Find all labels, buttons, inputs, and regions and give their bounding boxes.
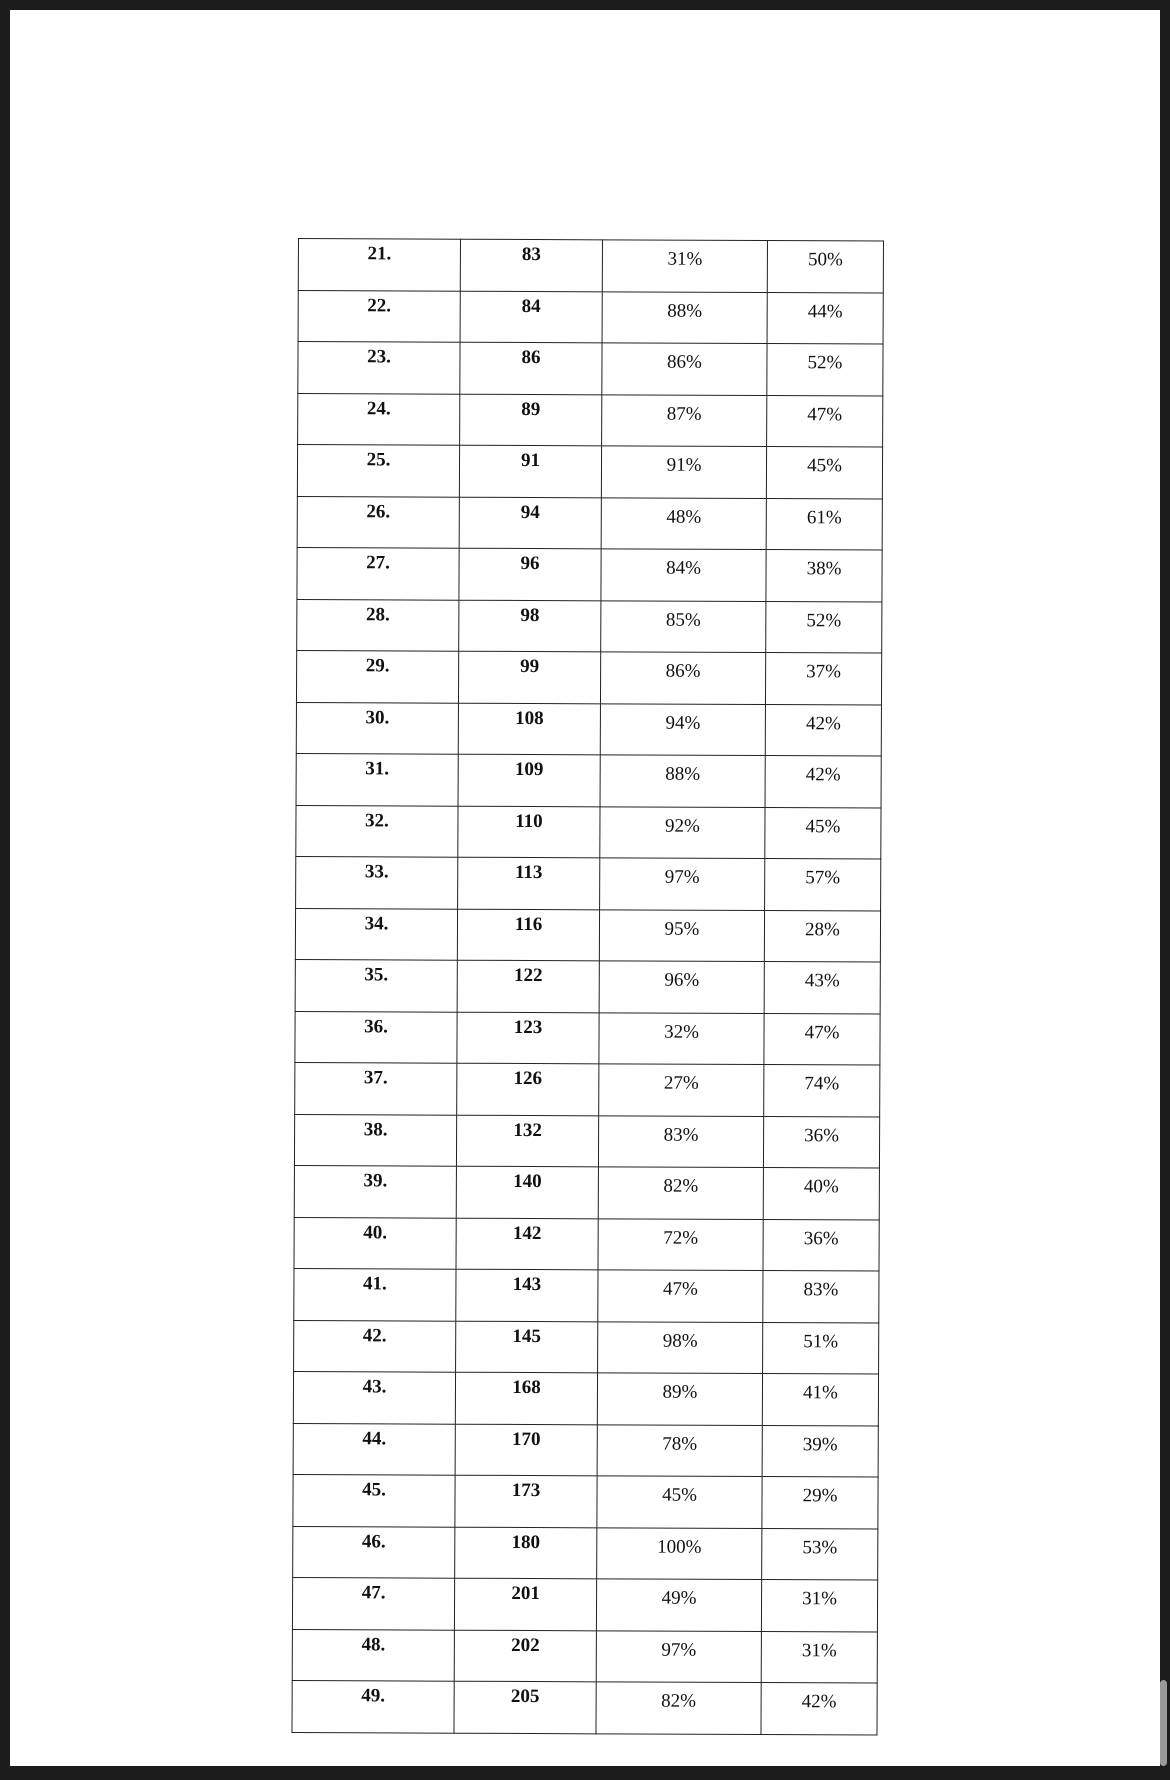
percent-2-cell: 36%	[763, 1219, 879, 1271]
table-row	[293, 1423, 878, 1477]
percent-1-cell: 47%	[598, 1270, 763, 1322]
row-number-cell: 40.	[294, 1217, 456, 1269]
percent-1-cell: 31%	[602, 240, 767, 292]
percent-2-cell: 31%	[761, 1580, 877, 1632]
percent-2-cell: 47%	[767, 395, 883, 447]
percent-1-cell: 27%	[599, 1064, 764, 1116]
percent-1-cell: 94%	[600, 703, 765, 755]
row-number-cell: 43.	[293, 1371, 455, 1423]
percent-2-cell: 50%	[767, 241, 883, 293]
table-row	[297, 547, 882, 601]
row-number-cell: 45.	[293, 1474, 455, 1526]
id-cell: 83	[460, 239, 602, 291]
row-number-cell: 42.	[294, 1320, 456, 1372]
percent-2-cell: 44%	[767, 292, 883, 344]
id-cell: 94	[459, 497, 601, 549]
percent-2-cell: 52%	[767, 344, 883, 396]
percent-1-cell: 97%	[596, 1630, 761, 1682]
table-row	[292, 1680, 877, 1734]
id-cell: 123	[457, 1012, 599, 1064]
row-number-cell: 44.	[293, 1423, 455, 1475]
row-number-cell: 32.	[296, 805, 458, 857]
percent-1-cell: 88%	[600, 755, 765, 807]
data-table	[291, 238, 884, 1735]
row-number-cell: 49.	[292, 1680, 454, 1732]
percent-1-cell: 72%	[598, 1218, 763, 1270]
row-number-cell: 48.	[292, 1629, 454, 1681]
percent-2-cell: 61%	[766, 498, 882, 550]
percent-2-cell: 43%	[764, 962, 880, 1014]
percent-2-cell: 42%	[765, 756, 881, 808]
row-number-cell: 29.	[296, 650, 458, 702]
row-number-cell: 34.	[295, 908, 457, 960]
percent-2-cell: 74%	[764, 1065, 880, 1117]
id-cell: 99	[458, 651, 600, 703]
id-cell: 116	[457, 909, 599, 961]
id-cell: 89	[460, 394, 602, 446]
percent-2-cell: 57%	[765, 859, 881, 911]
percent-1-cell: 84%	[601, 549, 766, 601]
table-row	[295, 908, 880, 962]
table-row	[294, 1320, 879, 1374]
id-cell: 145	[456, 1321, 598, 1373]
row-number-cell: 30.	[296, 702, 458, 754]
id-cell: 91	[459, 445, 601, 497]
row-number-cell: 36.	[295, 1011, 457, 1063]
document-page	[10, 10, 1160, 1766]
percent-2-cell: 45%	[765, 807, 881, 859]
percent-1-cell: 96%	[599, 961, 764, 1013]
id-cell: 126	[457, 1063, 599, 1115]
percent-1-cell: 100%	[597, 1527, 762, 1579]
percent-1-cell: 83%	[598, 1115, 763, 1167]
id-cell: 96	[459, 548, 601, 600]
percent-1-cell: 48%	[601, 497, 766, 549]
id-cell: 173	[455, 1475, 597, 1527]
table-row	[293, 1371, 878, 1425]
percent-1-cell: 87%	[602, 394, 767, 446]
percent-2-cell: 37%	[765, 653, 881, 705]
id-cell: 132	[456, 1115, 598, 1167]
row-number-cell: 22.	[298, 290, 460, 342]
id-cell: 180	[455, 1527, 597, 1579]
id-cell: 201	[454, 1578, 596, 1630]
percent-1-cell: 91%	[601, 446, 766, 498]
table-row	[298, 239, 883, 293]
row-number-cell: 35.	[295, 959, 457, 1011]
percent-2-cell: 83%	[763, 1271, 879, 1323]
row-number-cell: 23.	[298, 342, 460, 394]
row-number-cell: 25.	[297, 445, 459, 497]
table-row	[297, 599, 882, 653]
percent-2-cell: 29%	[762, 1477, 878, 1529]
table-row	[296, 805, 881, 859]
percent-1-cell: 97%	[600, 858, 765, 910]
percent-1-cell: 86%	[602, 343, 767, 395]
table-row	[293, 1526, 878, 1580]
table-row	[296, 650, 881, 704]
percent-2-cell: 42%	[765, 704, 881, 756]
percent-2-cell: 28%	[764, 910, 880, 962]
percent-2-cell: 53%	[762, 1528, 878, 1580]
table-row	[294, 1114, 879, 1168]
id-cell: 84	[460, 291, 602, 343]
table-row	[297, 496, 882, 550]
percent-1-cell: 32%	[599, 1012, 764, 1064]
percent-2-cell: 47%	[764, 1013, 880, 1065]
percent-2-cell: 36%	[763, 1116, 879, 1168]
percent-2-cell: 42%	[761, 1683, 877, 1735]
table-row	[295, 1062, 880, 1116]
scrollbar-thumb[interactable]	[1160, 1680, 1167, 1766]
table-row	[298, 290, 883, 344]
percent-2-cell: 52%	[766, 601, 882, 653]
table-row	[294, 1268, 879, 1322]
row-number-cell: 38.	[294, 1114, 456, 1166]
row-number-cell: 26.	[297, 496, 459, 548]
row-number-cell: 27.	[297, 547, 459, 599]
id-cell: 122	[457, 960, 599, 1012]
id-cell: 86	[460, 342, 602, 394]
row-number-cell: 46.	[293, 1526, 455, 1578]
percent-1-cell: 95%	[599, 909, 764, 961]
percent-2-cell: 41%	[762, 1374, 878, 1426]
id-cell: 205	[454, 1681, 596, 1733]
table-row	[298, 342, 883, 396]
table-row	[294, 1217, 879, 1271]
table-row	[292, 1629, 877, 1683]
table-row	[296, 856, 881, 910]
row-number-cell: 39.	[294, 1165, 456, 1217]
percent-1-cell: 49%	[596, 1579, 761, 1631]
percent-1-cell: 85%	[601, 600, 766, 652]
id-cell: 108	[458, 703, 600, 755]
id-cell: 143	[456, 1269, 598, 1321]
percent-1-cell: 88%	[602, 291, 767, 343]
table-row	[297, 445, 882, 499]
table-row	[293, 1474, 878, 1528]
row-number-cell: 28.	[297, 599, 459, 651]
row-number-cell: 24.	[298, 393, 460, 445]
id-cell: 113	[458, 857, 600, 909]
percent-1-cell: 82%	[598, 1167, 763, 1219]
percent-1-cell: 89%	[597, 1373, 762, 1425]
percent-1-cell: 45%	[597, 1476, 762, 1528]
table-body	[292, 239, 884, 1735]
id-cell: 168	[455, 1372, 597, 1424]
percent-1-cell: 86%	[600, 652, 765, 704]
id-cell: 98	[459, 600, 601, 652]
table-row	[295, 959, 880, 1013]
id-cell: 110	[458, 806, 600, 858]
id-cell: 142	[456, 1218, 598, 1270]
table-container	[291, 238, 883, 1735]
percent-2-cell: 51%	[763, 1322, 879, 1374]
table-row	[298, 393, 883, 447]
row-number-cell: 31.	[296, 753, 458, 805]
percent-2-cell: 31%	[761, 1631, 877, 1683]
row-number-cell: 21.	[298, 239, 460, 291]
table-row	[295, 1011, 880, 1065]
table-row	[294, 1165, 879, 1219]
percent-1-cell: 98%	[598, 1321, 763, 1373]
row-number-cell: 47.	[292, 1577, 454, 1629]
id-cell: 202	[454, 1630, 596, 1682]
table-row	[296, 753, 881, 807]
percent-2-cell: 45%	[766, 447, 882, 499]
id-cell: 140	[456, 1166, 598, 1218]
row-number-cell: 41.	[294, 1268, 456, 1320]
percent-1-cell: 82%	[596, 1682, 761, 1734]
percent-1-cell: 92%	[600, 806, 765, 858]
id-cell: 170	[455, 1424, 597, 1476]
table-row	[296, 702, 881, 756]
percent-2-cell: 39%	[762, 1425, 878, 1477]
percent-2-cell: 40%	[763, 1168, 879, 1220]
row-number-cell: 37.	[295, 1062, 457, 1114]
table-row	[292, 1577, 877, 1631]
percent-1-cell: 78%	[597, 1424, 762, 1476]
id-cell: 109	[458, 754, 600, 806]
row-number-cell: 33.	[296, 856, 458, 908]
percent-2-cell: 38%	[766, 550, 882, 602]
